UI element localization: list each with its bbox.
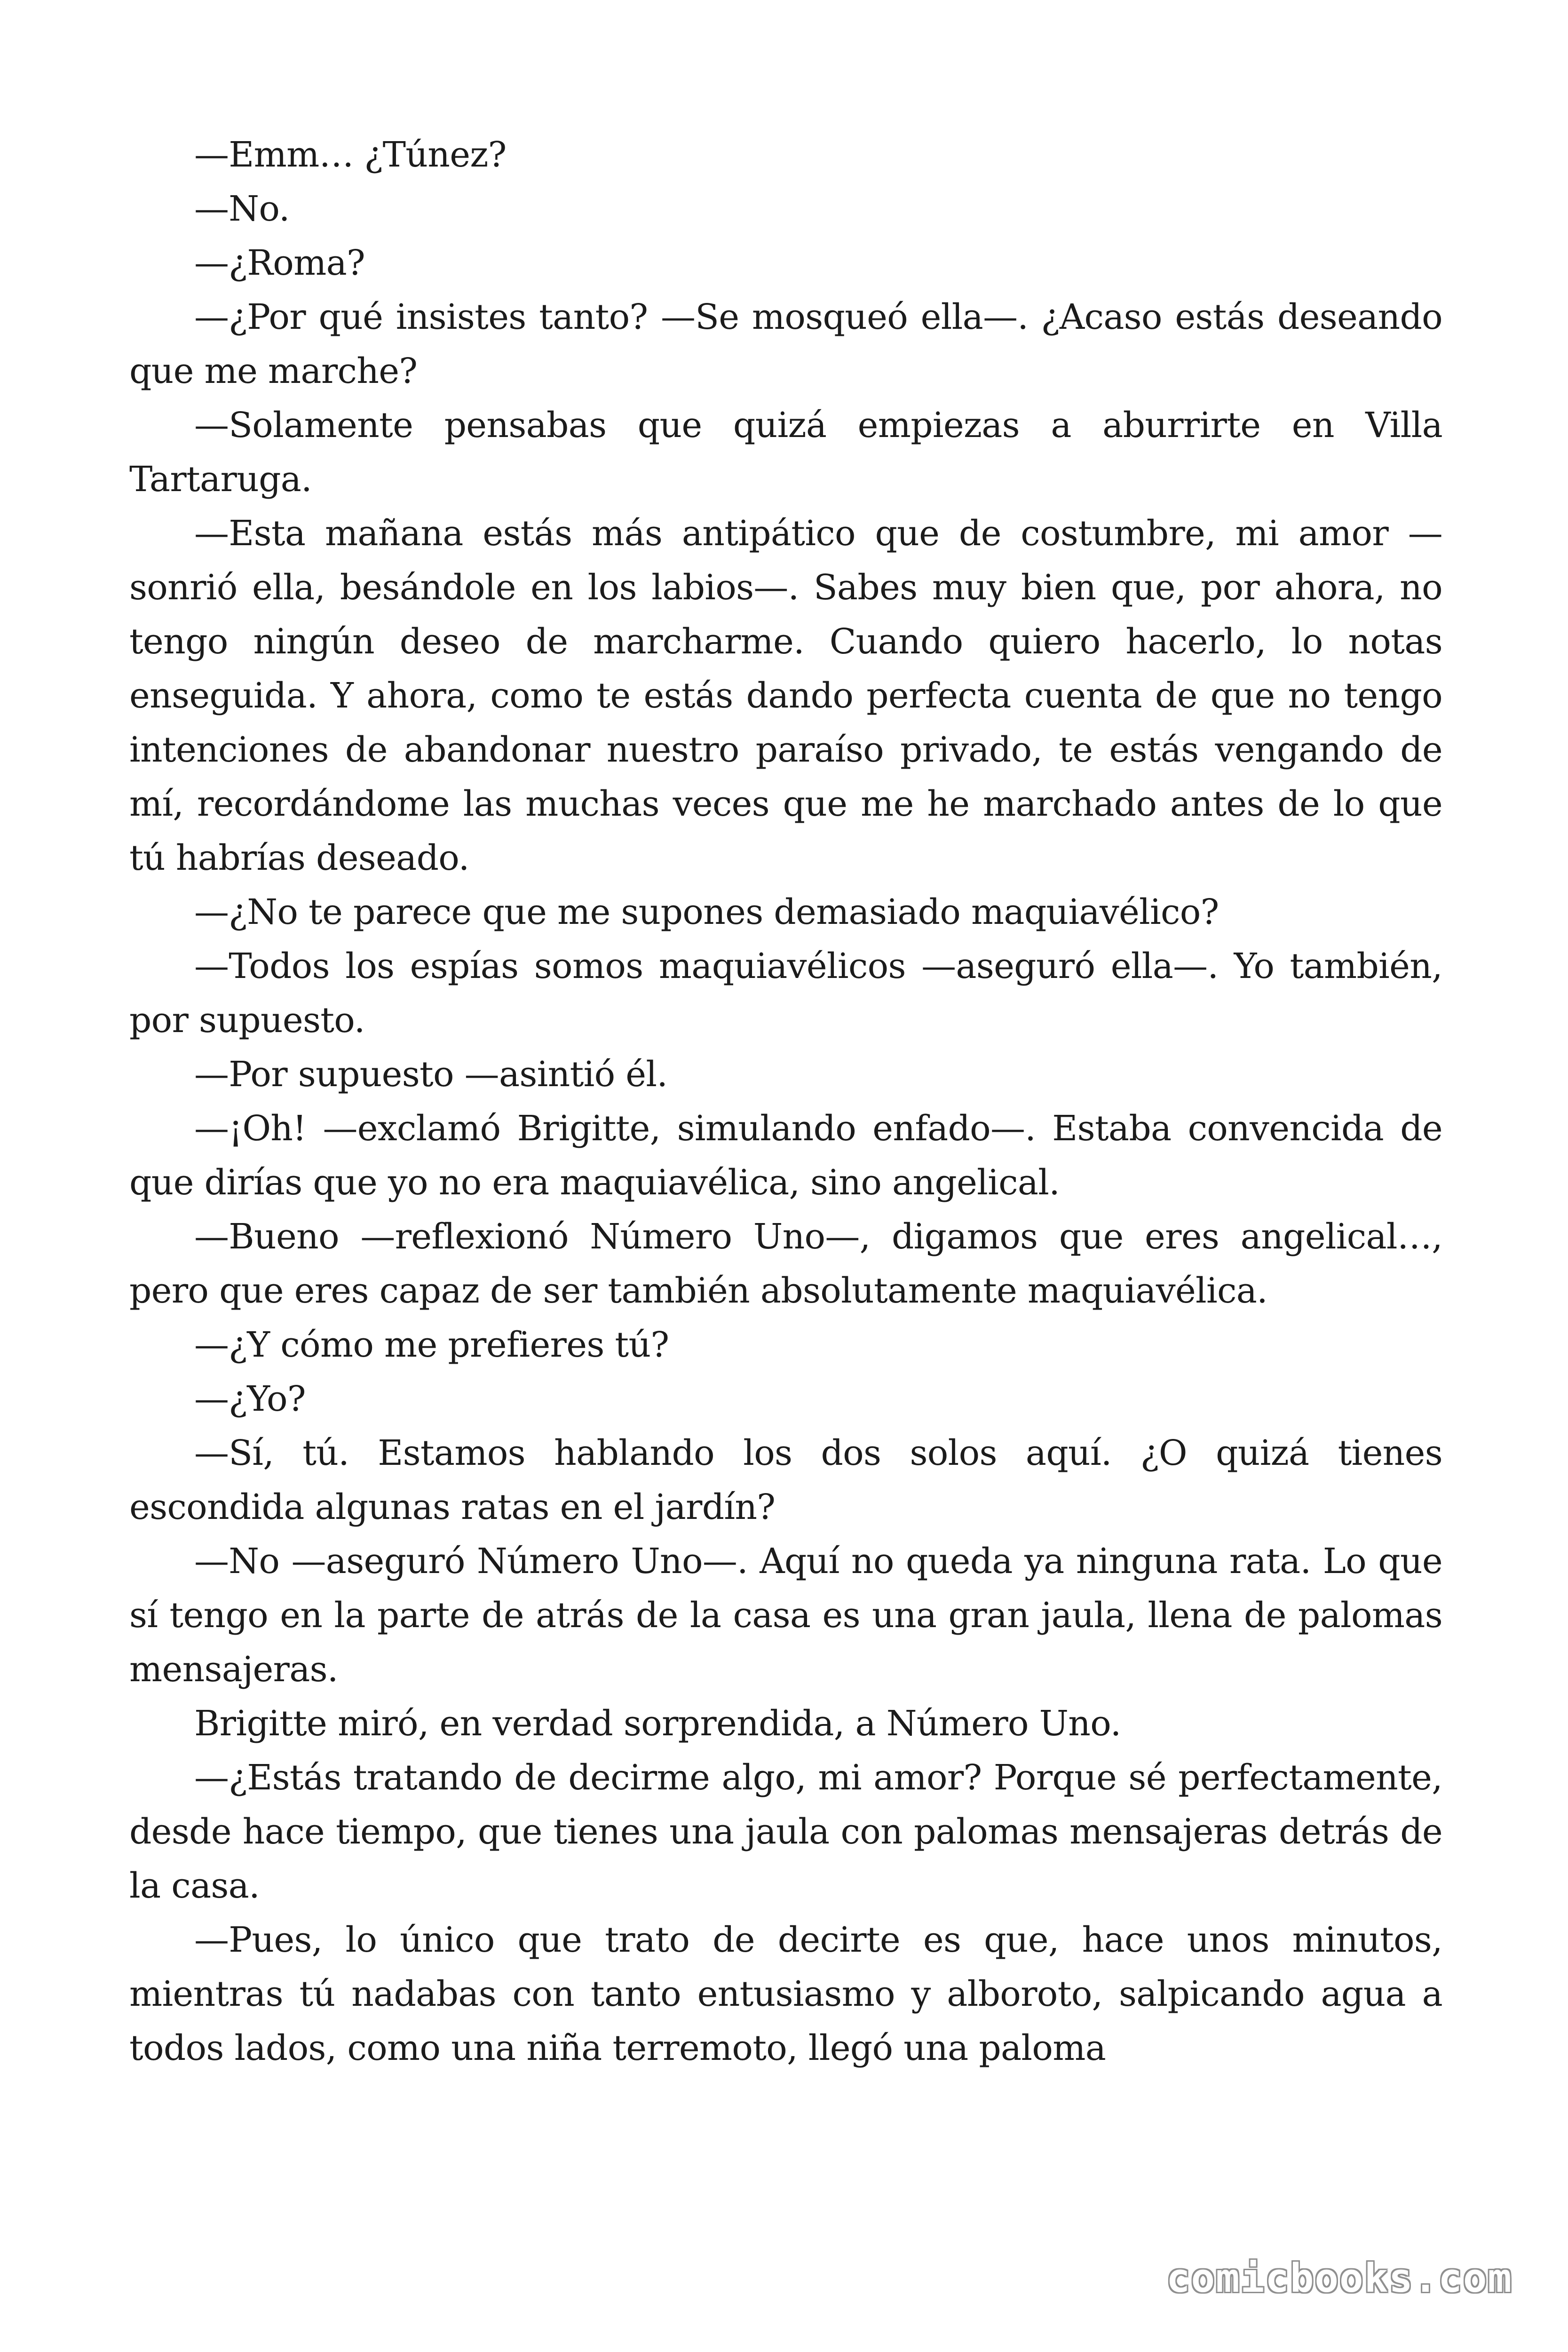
paragraph-13: —¿Yo? [194,1379,306,1419]
paragraph-9: —Por supuesto —asintió él. [194,1054,668,1095]
paragraph-8: —Todos los espías somos maquiavélicos —aseguró ella—. Yo también, por supuesto. [129,946,1442,1041]
paragraph-17: —¿Estás tratando de decirme algo, mi amor? Porque sé perfectamente, desde hace tiempo, que tienes una jaula con palomas mensajeras detrás de la casa. [129,1757,1442,1906]
paragraph-4: —¿Por qué insistes tanto? —Se mosqueó ella—. ¿Acaso estás deseando que me marche? [129,297,1442,391]
site-watermark: comicbooks.com [1166,2255,1513,2301]
paragraph-7: —¿No te parece que me supones demasiado maquiavélico? [194,892,1219,932]
paragraph-2: —No. [194,189,290,229]
book-page-text [129,128,1442,2075]
paragraph-14: —Sí, tú. Estamos hablando los dos solos aquí. ¿O quizá tienes escondida algunas ratas en el jardín? [129,1433,1442,1527]
paragraph-10: —¡Oh! —exclamó Brigitte, simulando enfado—. Estaba convencida de que dirías que yo no era maquiavélica, sino angelical. [129,1108,1442,1203]
paragraph-15: —No —aseguró Número Uno—. Aquí no queda ya ninguna rata. Lo que sí tengo en la parte de atrás de la casa es una gran jaula, llena de palomas mensajeras. [129,1541,1442,1690]
paragraph-12: —¿Y cómo me prefieres tú? [194,1325,669,1365]
paragraph-3: —¿Roma? [194,243,365,283]
paragraph-16: Brigitte miró, en verdad sorprendida, a Número Uno. [194,1703,1121,1744]
paragraph-6: —Esta mañana estás más antipático que de costumbre, mi amor —sonrió ella, besándole en los labios—. Sabes muy bien que, por ahora, no tengo ningún deseo de marcharme. Cuando quiero hacerlo, lo notas enseguida. Y ahora, como te estás dando perfecta cuenta de que no tengo intenciones de abandonar nuestro paraíso privado, te estás vengando de mí, recordándome las muchas veces que me he marchado antes de lo que tú habrías deseado. [129,513,1442,878]
paragraph-11: —Bueno —reflexionó Número Uno—, digamos que eres angelical…, pero que eres capaz de ser también absolutamente maquiavélica. [129,1216,1442,1311]
paragraph-1: —Emm… ¿Túnez? [194,135,507,175]
paragraph-18: —Pues, lo único que trato de decirte es que, hace unos minutos, mientras tú nadabas con tanto entusiasmo y alboroto, salpicando agua a todos lados, como una niña terremoto, llegó una paloma [129,1920,1442,2068]
paragraph-5: —Solamente pensabas que quizá empiezas a aburrirte en Villa Tartaruga. [129,405,1442,500]
